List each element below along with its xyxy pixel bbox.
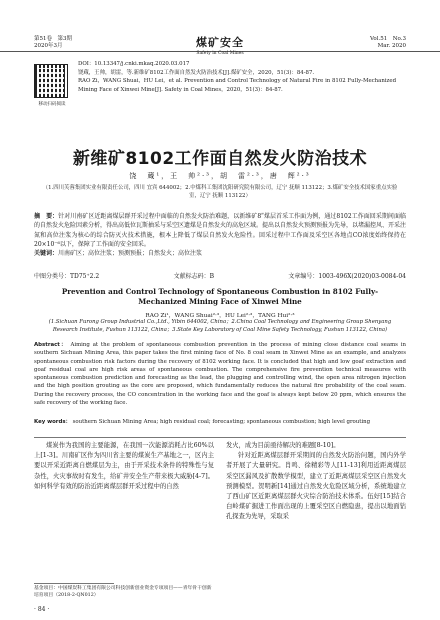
authors-cn: 饶 蔵¹，王 帅²·³，胡 雷²·³，唐 辉²·³	[129, 172, 311, 180]
abstract-en-text: Aiming at the problem of spontaneous combustion prevention in the process of mining close distance coal seams in southern Sichuan Mining Area, this paper takes the first mining face of No. 8 coal seam in Xinwei Mine as an example, and analyzes spontaneous combustion risk factors during the recovery of 8102 working face. It is concluded that high and low goaf extraction and goaf residual coal are high risk areas of spontaneous combustion. The comprehensive fire prevention technical measures with spontaneous combustion prediction and forecasting as the lead, the plugging and controlling wind, the open area nitrogen injection and the high position grouting as the core are proposed, which fundamentally reduces the natural fire probability of the coal seam. During the recovery process, the CO concentration in the working face and the goaf is always kept below 20 ppm, which ensures the safe recovery of the working face.	[34, 342, 407, 407]
body-paragraph: 针对近距离煤层群开采期间的自然发火防治问题，国内外学者开展了大量研究。肖鸣、徐精彩等人[11-13]利用近距离煤层采空区漏风及扩散数学模型，建立了近距离煤层采空区自然发火预测模型。贺明新[14]通过自然发火危险区域分析，系统地建立了西山矿区近距离煤层群火灾综合防治技术体系。伍好[15]结合白岭煤矿掘进工作面出现的上覆采空区自燃隐患，提出以地面钻孔探查为先导，采取采	[226, 452, 406, 521]
header-left	[34, 36, 72, 50]
doi: DOI：10.13347/j.cnki.mkaq.2020.03.017	[78, 61, 190, 67]
page-number: · 84 ·	[34, 606, 50, 613]
qr-caption: 移动扫码阅读	[38, 102, 66, 107]
keywords-en-label: Key words：	[34, 419, 71, 425]
keywords-cn	[34, 249, 406, 258]
funding-footnote: 基金项目：中国煤炭科工集团有限公司科技创新创业资金专项项目——青年骨干创新培育项目（2018-2-QN012）	[34, 586, 212, 598]
section-divider	[34, 437, 406, 438]
volume-cn: 第51卷 第3期	[34, 36, 72, 42]
qr-code-icon	[34, 64, 68, 98]
clc-number: 中图分类号：TD75⁺2.2	[34, 273, 100, 280]
journal-header	[0, 0, 440, 56]
journal-name-en: Safety in Coal Mines	[196, 51, 244, 56]
body-column-right	[226, 441, 406, 523]
abstract-cn-text: 针对川南矿区近距离煤层群开采过程中面临的自然发火防治难题，以新维矿8ʺ煤层首采工作面为例，通过8102工作面回采期间面临的自然发火危险因素分析，得出高低位瓦斯抽采与采空区遗煤是自然发火的高危区域。提出以自然发火预测预报为先导，以堵漏控风、开采注氮和高位注浆为核心的综合防灭火技术措施，根本上降低了煤层自然发火危险性。回采过程中工作面及采空区各地点CO浓度始终保持在20×10⁻⁶以下，保障了工作面的安全回采。	[34, 213, 407, 248]
document-code: 文献标志码：B	[173, 273, 214, 280]
journal-logo	[170, 34, 270, 56]
paper-title-cn: 新维矿8102工作面自然发火防治技术	[72, 149, 368, 169]
keywords-cn-label: 关键词：	[34, 250, 59, 258]
abstract-en-label: Abstract：	[34, 342, 68, 348]
citation-cn: 饶蔵，王帅，胡雷，等.新维矿8102工作面自然发火防治技术[J].煤矿安全，2020，51(3)：84-87.	[78, 69, 315, 76]
authors-en: RAO Zi¹，WANG Shuai²·³，HU Lei²·³，TANG Hui²·³	[145, 313, 295, 319]
footnote-divider	[34, 583, 114, 584]
classification-row	[34, 271, 406, 280]
citation-en: RAO Zi，WANG Shuai，HU Lei，et al. Prevention and Control Technology of Natural Fire in 8102 Fully-Mechanized Mining Face of Xinwei Mine[J]. Safety in Coal Mines，2020，51(3)：84-87.	[78, 78, 397, 93]
affiliations-en: (1.Sichuan Furong Group Industrial Co.,Ltd., Yibin 644002, China；2.China Coal Technology and Engineering Group Shenyang Research Institute, Fushun 113122, China；3.State Key Laboratory of Coal Mine Safety Technology, Fushun 113122, China)	[48, 319, 392, 333]
abstract-en	[34, 341, 406, 407]
article-id: 文章编号：1003-496X(2020)03-0084-04	[288, 273, 406, 280]
abstract-cn	[34, 212, 406, 258]
date-cn: 2020年3月	[34, 43, 63, 49]
citation-block	[78, 60, 414, 94]
header-right	[370, 36, 406, 50]
paper-title-en: Prevention and Control Technology of Spontaneous Combustion in 8102 Fully-Mechanized Mining Face of Xinwei Mine	[61, 287, 379, 306]
journal-name-cn: 煤矿安全	[196, 36, 244, 49]
abstract-cn-label: 摘 要：	[34, 213, 59, 220]
keywords-cn-text: 川南矿区；高位注浆；预测预报；自然发火；高位注浆	[58, 250, 203, 258]
body-column-left: 煤炭作为我国的主要能源，在我国一次能源消耗占比60%以上[1-3]。川南矿区作为四川省主要的煤炭生产基地之一，区内主要以开采近距离自燃煤层为主，由于开采技术条件的特殊性与复杂性，火灾事故时有发生，给矿井安全生产带来极大威胁[4-7]。如何科学有效的防治近距离煤层群开采过程中的自然	[34, 442, 214, 490]
keywords-en-text: southern Sichuan Mining Area; high residual coal; forecasting; spontaneous combustion; high level grouting	[72, 419, 371, 425]
volume-en: Vol.51 No.3	[369, 36, 406, 42]
affiliations-cn: （1.四川芙蓉集团实业有限责任公司，四川 宜宾 644002；2.中煤科工集团沈阳研究院有限公司，辽宁 抚顺 113122；3.煤矿安全技术国家重点实验室，辽宁 抚顺 113122）	[42, 185, 398, 199]
keywords-en	[34, 418, 406, 426]
date-en: Mar. 2020	[377, 43, 406, 49]
body-paragraph: 发火，成为目前亟待解决的难题[8-10]。	[226, 442, 340, 449]
